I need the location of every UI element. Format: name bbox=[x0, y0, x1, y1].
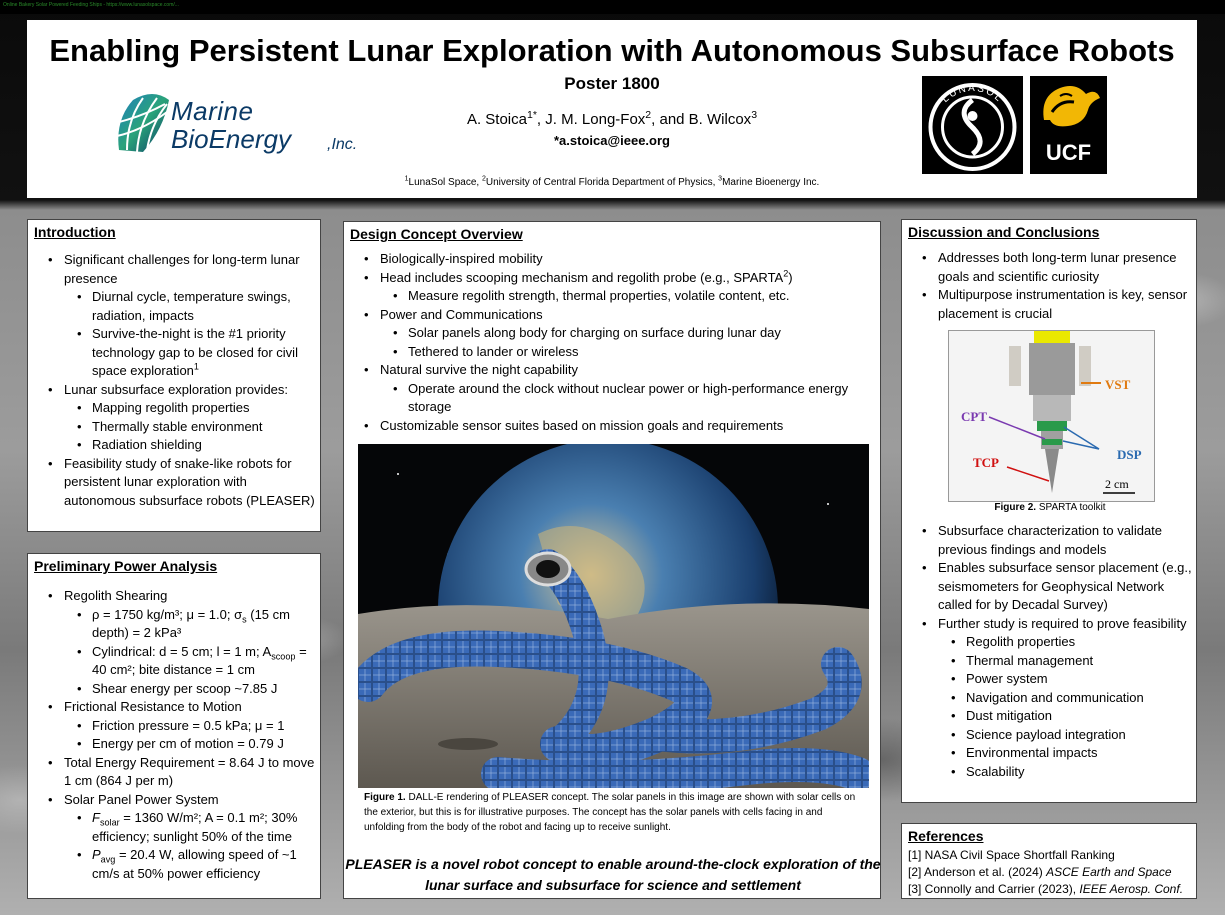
introduction-panel bbox=[27, 219, 321, 532]
marine-bioenergy-logo bbox=[113, 90, 373, 160]
list-item: • Scalability bbox=[902, 763, 1194, 782]
introduction-heading: Introduction bbox=[34, 224, 116, 240]
list-item: • Customizable sensor suites based on mission goals and requirements bbox=[344, 417, 878, 436]
reference-1: [1] NASA Civil Space Shortfall Ranking bbox=[908, 848, 1115, 862]
paren-close: ) bbox=[788, 269, 793, 285]
sparta-toolkit-figure bbox=[948, 330, 1155, 502]
list-item: • Lunar subsurface exploration provides: bbox=[28, 381, 318, 400]
list-item: • Regolith Shearing bbox=[28, 587, 318, 606]
figure-2-caption bbox=[902, 502, 1198, 513]
top-strip bbox=[0, 0, 1225, 14]
list-item: • Solar Panel Power System bbox=[28, 791, 318, 810]
list-item: • Natural survive the night capability bbox=[344, 361, 878, 380]
list-item bbox=[28, 809, 318, 846]
figure-2-text: SPARTA toolkit bbox=[1036, 502, 1106, 513]
affil-2: University of Central Florida Department of Physics, bbox=[485, 177, 719, 188]
list-item: • Total Energy Requirement = 8.64 J to move 1 cm (864 J per m) bbox=[28, 754, 318, 791]
list-item: • Radiation shielding bbox=[28, 436, 318, 455]
list-item: • Thermally stable environment bbox=[28, 418, 318, 437]
poster-header bbox=[27, 20, 1197, 198]
contact-email: *a.stoica@ieee.org bbox=[553, 133, 670, 148]
references-panel bbox=[901, 823, 1197, 899]
reference-3-text: [3] Connolly and Carrier (2023), bbox=[908, 882, 1080, 896]
discussion-heading: Discussion and Conclusions bbox=[908, 224, 1100, 240]
globe-icon bbox=[113, 90, 171, 156]
list-item: • Multipurpose instrumentation is key, sensor placement is crucial bbox=[902, 286, 1194, 323]
figure-1-text: DALL-E rendering of PLEASER concept. The solar panels in this image are shown with solar cells on the exterior, but this is for illustrative purposes. The concept has the solar panels with cells facing in and unfolding from the body of the robot and facing up to receive sunlight. bbox=[364, 792, 856, 833]
p-symbol: P bbox=[92, 847, 101, 862]
list-item: • Regolith properties bbox=[902, 633, 1194, 652]
affil-1: LunaSol Space, bbox=[408, 177, 482, 188]
list-item: • Significant challenges for long-term lunar presence bbox=[28, 251, 318, 288]
scale-bar-label: 2 cm bbox=[1105, 477, 1129, 491]
list-item: • Further study is required to prove feasibility bbox=[902, 615, 1194, 634]
author-1: A. Stoica bbox=[466, 111, 527, 128]
list-item: • Subsurface characterization to validate previous findings and models bbox=[902, 522, 1194, 559]
design-concept-list bbox=[344, 250, 878, 435]
citation-sup: 1 bbox=[193, 361, 199, 372]
list-item: • Navigation and communication bbox=[902, 689, 1194, 708]
power-analysis-heading: Preliminary Power Analysis bbox=[34, 558, 218, 574]
reference-2-venue: ASCE Earth and Space bbox=[1046, 865, 1172, 879]
discussion-panel bbox=[901, 219, 1197, 803]
tcp-label: TCP bbox=[973, 455, 999, 470]
mbe-logo-line1: Marine bbox=[171, 96, 254, 126]
ucf-logo bbox=[1030, 76, 1107, 174]
citation-sup: 2 bbox=[783, 268, 789, 279]
list-item: • Tethered to lander or wireless bbox=[344, 343, 878, 362]
reference-2-text: [2] Anderson et al. (2024) bbox=[908, 865, 1047, 879]
list-item bbox=[28, 325, 318, 381]
list-item: • Biologically-inspired mobility bbox=[344, 250, 878, 269]
list-item bbox=[28, 846, 318, 883]
list-item: • Solar panels along body for charging on surface during lunar day bbox=[344, 324, 878, 343]
list-item: • Power system bbox=[902, 670, 1194, 689]
figure-1-caption bbox=[364, 790, 864, 835]
rho-text: ρ = 1750 kg/m³; μ = 1.0; σ bbox=[92, 606, 243, 622]
list-item bbox=[28, 606, 318, 643]
list-item: • Operate around the clock without nuclear power or high-performance energy storage bbox=[344, 380, 878, 417]
pleaser-rendering-image bbox=[358, 444, 869, 788]
list-item: • Measure regolith strength, thermal properties, volatile content, etc. bbox=[344, 287, 878, 306]
top-note: Online Bakery Solar Powered Feeding Ships - https://www.lunasolspace.com/... bbox=[3, 2, 179, 8]
lunasol-logo-text: LUNASOL bbox=[940, 83, 1005, 105]
list-item: • Addresses both long-term lunar presence goals and scientific curiosity bbox=[902, 249, 1194, 286]
p-rest-text: = 20.4 W, allowing speed of ~1 cm/s at 50% power efficiency bbox=[92, 847, 297, 881]
reference-3 bbox=[908, 882, 1183, 896]
list-item bbox=[28, 643, 318, 680]
f-sub: solar bbox=[99, 817, 120, 828]
list-item: • Science payload integration bbox=[902, 726, 1194, 745]
dsp-label: DSP bbox=[1117, 447, 1142, 462]
affil-sup-3: 3 bbox=[718, 175, 723, 183]
pegasus-icon bbox=[1030, 76, 1107, 136]
affil-3: Marine Bioenergy Inc. bbox=[722, 177, 820, 188]
author-1-sup: 1* bbox=[526, 109, 537, 121]
design-concept-heading: Design Concept Overview bbox=[350, 226, 523, 242]
author-2: , J. M. Long-Fox bbox=[536, 111, 646, 128]
affiliations bbox=[27, 177, 1197, 188]
list-item-text: Head includes scooping mechanism and regolith probe (e.g., SPARTA bbox=[380, 269, 784, 285]
list-item: • Diurnal cycle, temperature swings, radiation, impacts bbox=[28, 288, 318, 325]
list-item-text: Survive-the-night is the #1 priority technology gap to be closed for civil space exploration bbox=[92, 326, 298, 378]
list-item: • Energy per cm of motion = 0.79 J bbox=[28, 735, 318, 754]
reference-3-venue: IEEE Aerosp. Conf. bbox=[1079, 882, 1184, 896]
scoop-sub: scoop bbox=[271, 651, 296, 662]
ucf-logo-text: UCF bbox=[1045, 140, 1092, 165]
list-item: • Friction pressure = 0.5 kPa; μ = 1 bbox=[28, 717, 318, 736]
pleaser-tagline: PLEASER is a novel robot concept to enable around-the-clock exploration of the lunar surface and subsurface for science and settlement bbox=[345, 856, 881, 893]
cpt-label: CPT bbox=[961, 409, 987, 424]
power-analysis-list bbox=[28, 587, 318, 883]
author-3-sup: 3 bbox=[751, 109, 758, 121]
figure-1-label: Figure 1. bbox=[364, 792, 406, 803]
snake-robot-illustration bbox=[358, 444, 869, 788]
affil-sup-1: 1 bbox=[404, 175, 409, 183]
mbe-logo-inc: ,Inc. bbox=[327, 136, 358, 153]
vst-label: VST bbox=[1105, 377, 1131, 392]
author-2-sup: 2 bbox=[645, 109, 652, 121]
cylindrical-text: Cylindrical: d = 5 cm; l = 1 m; A bbox=[92, 643, 272, 659]
list-item: • Dust mitigation bbox=[902, 707, 1194, 726]
author-3: , and B. Wilcox bbox=[651, 111, 752, 128]
f-symbol: F bbox=[92, 810, 100, 825]
cylindrical-rest-text: = 40 cm²; bite distance = 1 cm bbox=[92, 643, 307, 677]
power-analysis-panel bbox=[27, 553, 321, 899]
p-sub: avg bbox=[100, 854, 116, 865]
lunasol-logo bbox=[922, 76, 1023, 174]
discussion-list-bottom bbox=[902, 522, 1194, 781]
f-rest-text: = 1360 W/m²; A = 0.1 m²; 30% efficiency; sunlight 50% of the time bbox=[92, 810, 298, 844]
figure-2-label: Figure 2. bbox=[994, 502, 1037, 513]
references-heading: References bbox=[908, 828, 984, 844]
list-item: • Shear energy per scoop ~7.85 J bbox=[28, 680, 318, 699]
list-item: • Feasibility study of snake-like robots for persistent lunar exploration with autonomous subsurface robots (PLEASER) bbox=[28, 455, 318, 511]
list-item: • Environmental impacts bbox=[902, 744, 1194, 763]
poster-title: Enabling Persistent Lunar Exploration with Autonomous Subsurface Robots bbox=[49, 33, 1175, 68]
sparta-probe-diagram bbox=[949, 331, 1154, 501]
affil-sup-2: 2 bbox=[481, 175, 486, 183]
sigma-sub: s bbox=[242, 614, 247, 625]
introduction-list bbox=[28, 251, 318, 510]
list-item: • Mapping regolith properties bbox=[28, 399, 318, 418]
list-item: • Thermal management bbox=[902, 652, 1194, 671]
mbe-logo-line2: BioEnergy bbox=[171, 124, 291, 154]
list-item bbox=[344, 269, 878, 288]
list-item: • Frictional Resistance to Motion bbox=[28, 698, 318, 717]
discussion-list-top bbox=[902, 249, 1194, 323]
poster-number: Poster 1800 bbox=[564, 74, 660, 93]
list-item: • Enables subsurface sensor placement (e.g., seismometers for Geophysical Network called for by Decadal Survey) bbox=[902, 559, 1194, 615]
reference-2 bbox=[908, 865, 1172, 879]
lunasol-emblem-icon bbox=[922, 76, 1023, 174]
rho-rest-text: (15 cm depth) = 2 kPa³ bbox=[92, 606, 290, 640]
list-item: • Power and Communications bbox=[344, 306, 878, 325]
design-concept-panel bbox=[343, 221, 881, 899]
